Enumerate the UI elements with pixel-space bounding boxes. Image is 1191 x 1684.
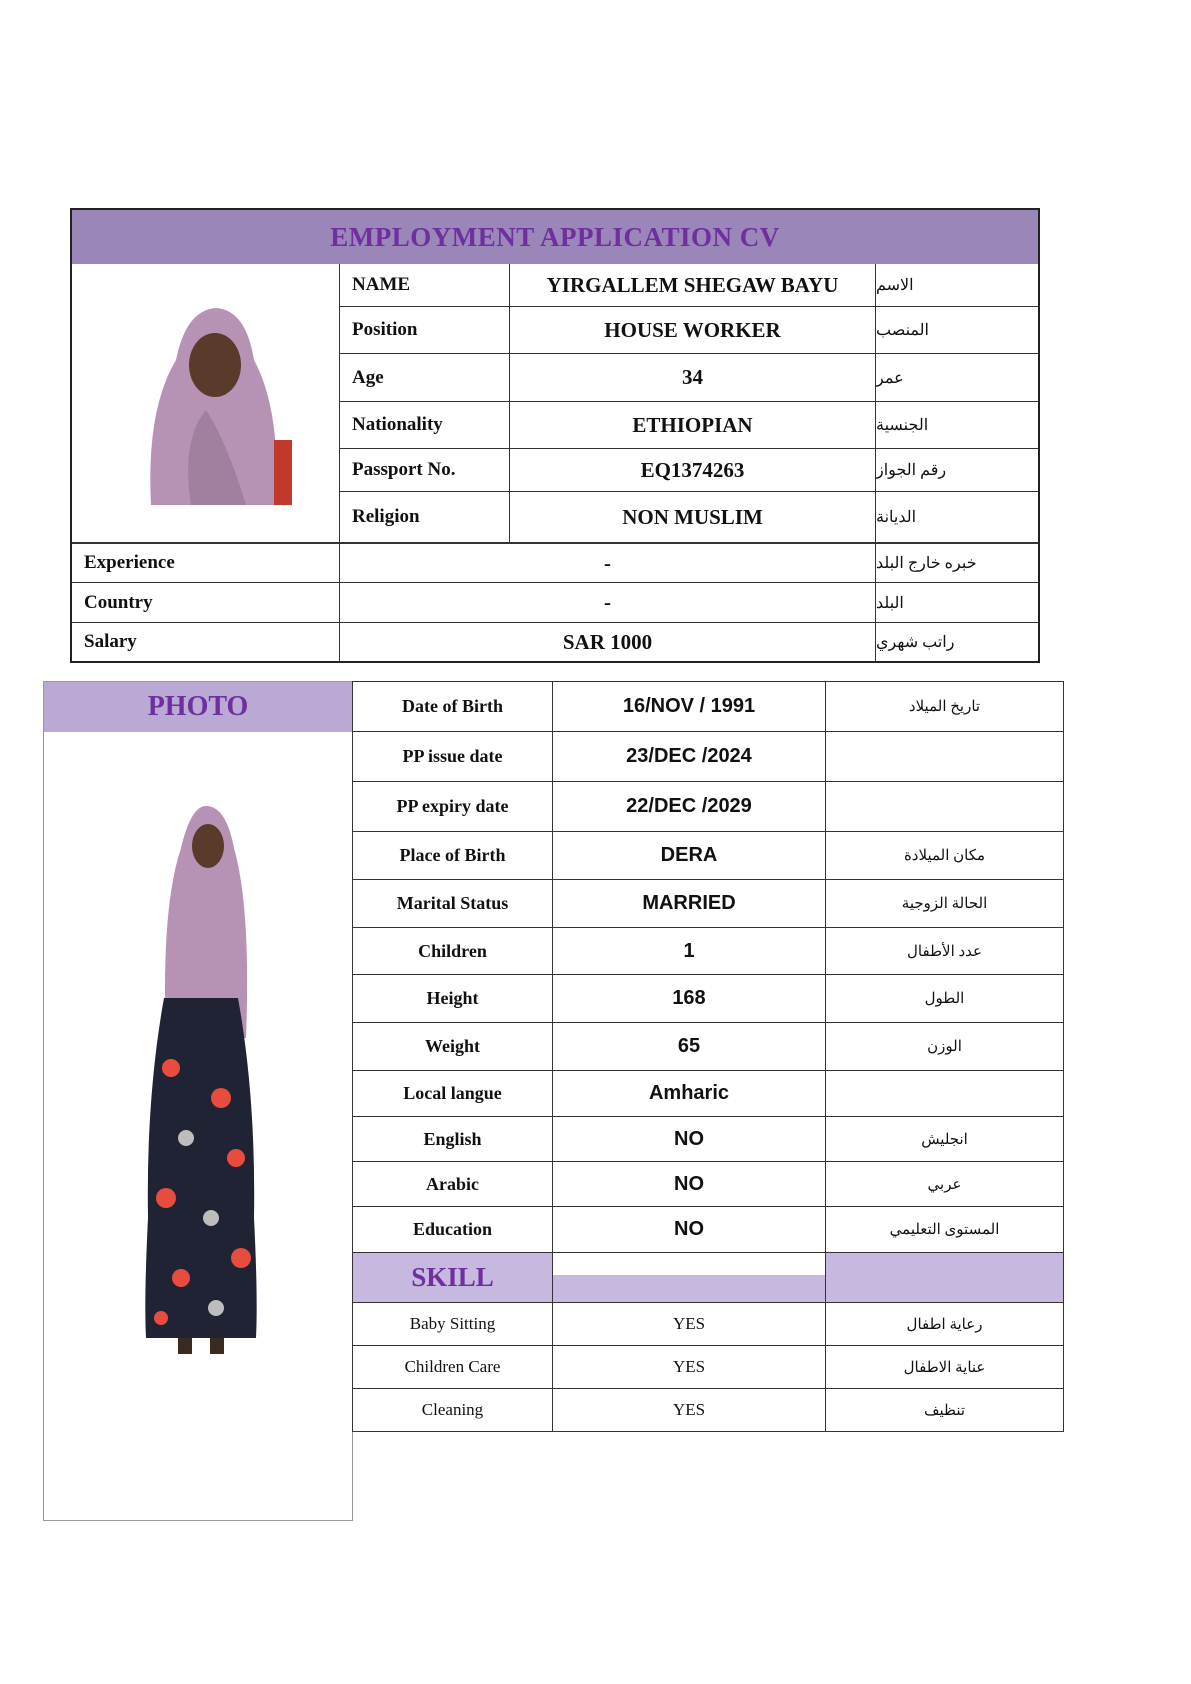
detail-value: 168: [552, 974, 826, 1023]
detail-arabic: [825, 781, 1064, 832]
detail-arabic: الوزن: [825, 1022, 1064, 1071]
detail-arabic: تاريخ الميلاد: [825, 681, 1064, 732]
label-position: Position: [340, 307, 510, 354]
skill-value: YES: [552, 1302, 826, 1346]
detail-arabic: الطول: [825, 974, 1064, 1023]
label-salary: Salary: [72, 623, 340, 661]
detail-value: 22/DEC /2029: [552, 781, 826, 832]
detail-arabic: [825, 731, 1064, 782]
skill-header-right: [825, 1252, 1064, 1303]
detail-value: 65: [552, 1022, 826, 1071]
detail-label: PP issue date: [352, 731, 553, 782]
arabic-experience: خبره خارج البلد: [876, 543, 1038, 583]
label-experience: Experience: [72, 543, 340, 583]
detail-arabic: عدد الأطفال: [825, 927, 1064, 975]
detail-label: Marital Status: [352, 879, 553, 928]
detail-value: MARRIED: [552, 879, 826, 928]
detail-arabic: المستوى التعليمي: [825, 1206, 1064, 1253]
arabic-age: عمر: [876, 354, 1038, 402]
value-country: -: [340, 583, 876, 623]
details-table: [352, 681, 1063, 1431]
arabic-position: المنصب: [876, 307, 1038, 354]
label-name: NAME: [340, 264, 510, 307]
value-religion: NON MUSLIM: [510, 492, 876, 543]
skill-value: YES: [552, 1345, 826, 1389]
portrait-photo-cell: [72, 264, 340, 543]
detail-value: NO: [552, 1116, 826, 1162]
cv-title: EMPLOYMENT APPLICATION CV: [72, 210, 1038, 264]
detail-value: 1: [552, 927, 826, 975]
skill-arabic: رعاية اطفال: [825, 1302, 1064, 1346]
value-age: 34: [510, 354, 876, 402]
detail-label: Local langue: [352, 1070, 553, 1117]
label-age: Age: [340, 354, 510, 402]
detail-value: NO: [552, 1206, 826, 1253]
detail-value: Amharic: [552, 1070, 826, 1117]
arabic-salary: راتب شهري: [876, 634, 955, 651]
portrait-photo: [106, 290, 306, 505]
value-salary: SAR 1000: [340, 623, 876, 661]
arabic-nationality: الجنسية: [876, 402, 1038, 449]
arabic-country: البلد: [876, 583, 1038, 623]
skill-title: SKILL: [352, 1252, 553, 1303]
skill-header-blank: [552, 1252, 826, 1303]
label-passport: Passport No.: [340, 449, 510, 492]
detail-label: English: [352, 1116, 553, 1162]
detail-label: Arabic: [352, 1161, 553, 1207]
value-nationality: ETHIOPIAN: [510, 402, 876, 449]
detail-label: Children: [352, 927, 553, 975]
arabic-name: الاسم: [876, 264, 1038, 307]
value-experience: -: [340, 543, 876, 583]
detail-arabic: الحالة الزوجية: [825, 879, 1064, 928]
detail-arabic: [825, 1070, 1064, 1117]
detail-arabic: انجليش: [825, 1116, 1064, 1162]
detail-arabic: مكان الميلادة: [825, 831, 1064, 880]
skill-arabic: عناية الاطفال: [825, 1345, 1064, 1389]
top-info-table: [70, 208, 1040, 663]
arabic-religion: الديانة: [876, 492, 1038, 543]
detail-label: Weight: [352, 1022, 553, 1071]
photo-title: PHOTO: [44, 682, 352, 732]
detail-value: NO: [552, 1161, 826, 1207]
detail-arabic: عربي: [825, 1161, 1064, 1207]
value-name: YIRGALLEM SHEGAW BAYU: [510, 264, 876, 307]
value-position: HOUSE WORKER: [510, 307, 876, 354]
detail-label: PP expiry date: [352, 781, 553, 832]
detail-label: Height: [352, 974, 553, 1023]
detail-label: Date of Birth: [352, 681, 553, 732]
label-country: Country: [72, 583, 340, 623]
skill-label: Baby Sitting: [352, 1302, 553, 1346]
skill-label: Children Care: [352, 1345, 553, 1389]
skill-arabic: تنظيف: [825, 1388, 1064, 1432]
label-nationality: Nationality: [340, 402, 510, 449]
full-body-photo: [126, 798, 276, 1358]
detail-label: Place of Birth: [352, 831, 553, 880]
detail-value: 23/DEC /2024: [552, 731, 826, 782]
label-religion: Religion: [340, 492, 510, 543]
skill-label: Cleaning: [352, 1388, 553, 1432]
value-passport: EQ1374263: [510, 449, 876, 492]
full-photo-panel: [43, 681, 353, 1521]
detail-label: Education: [352, 1206, 553, 1253]
detail-value: DERA: [552, 831, 826, 880]
skill-value: YES: [552, 1388, 826, 1432]
arabic-passport: رقم الجواز: [876, 449, 1038, 492]
detail-value: 16/NOV / 1991: [552, 681, 826, 732]
